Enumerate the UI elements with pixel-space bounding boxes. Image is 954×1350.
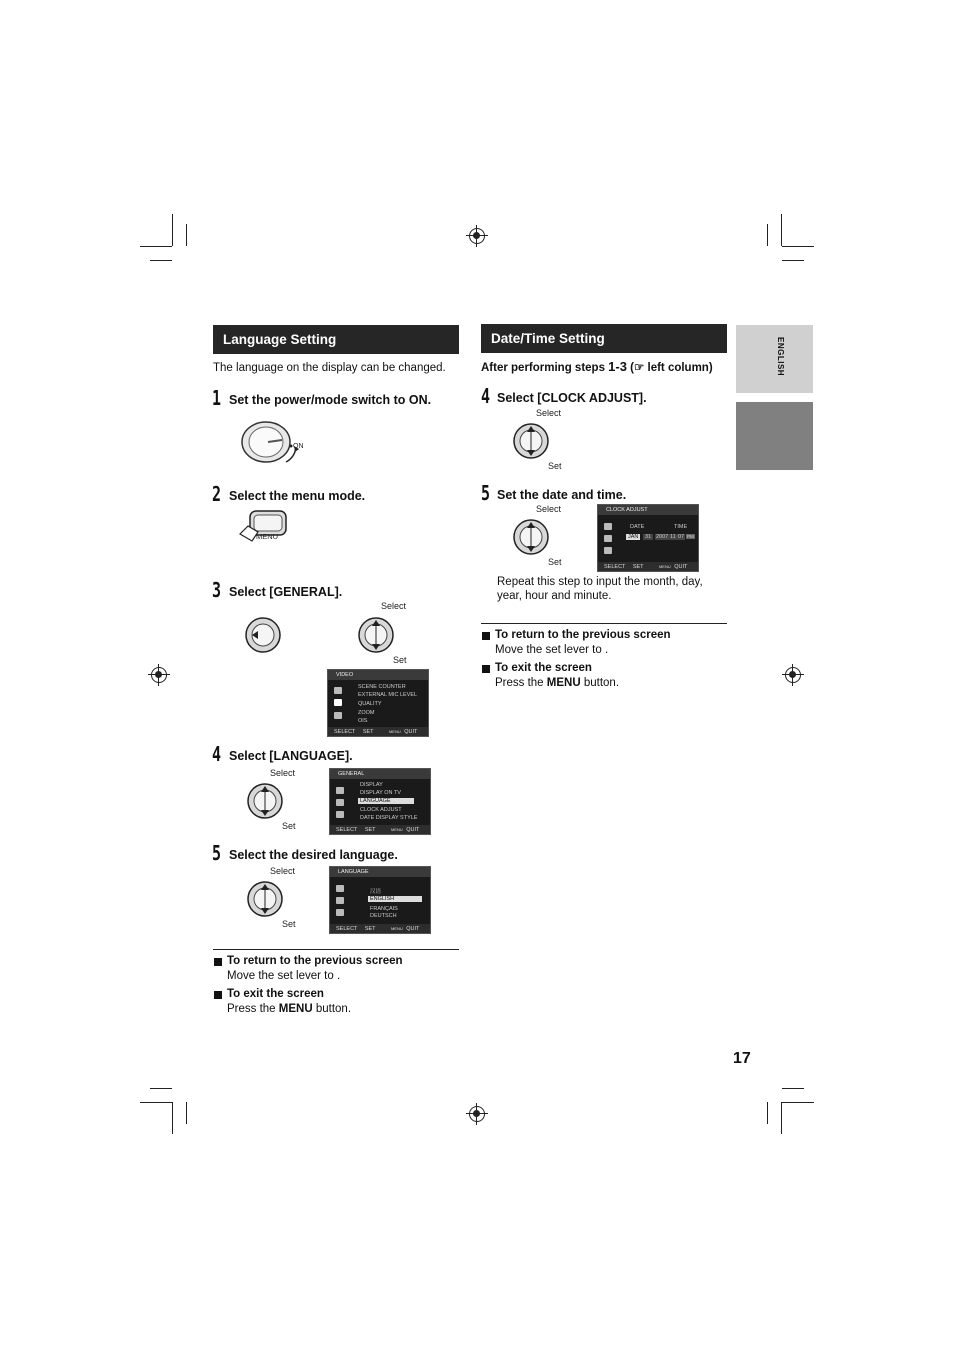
screen-footer	[328, 727, 428, 736]
ampm-field: PM	[687, 534, 694, 539]
footer-menu: MENU	[390, 827, 403, 832]
screen-header: CLOCK ADJUST	[598, 505, 698, 515]
menu-item: CLOCK ADJUST	[360, 807, 402, 813]
language-option: 汉语	[370, 889, 382, 895]
set-label: Set	[282, 821, 296, 831]
clock-adjust-screen	[597, 504, 699, 572]
crop-mark	[767, 1102, 768, 1124]
crop-mark	[782, 260, 804, 261]
select-label: Select	[536, 504, 562, 514]
crop-mark	[767, 224, 768, 246]
lever-updown-illustration	[357, 614, 397, 656]
footer-set: SET	[364, 827, 376, 833]
exit-title: To exit the screen	[495, 662, 592, 674]
exit-body-bold: MENU	[278, 1003, 313, 1015]
lever-updown-illustration	[512, 420, 552, 462]
camera-icon	[334, 687, 342, 694]
menu-item: QUALITY	[358, 701, 382, 707]
screen-footer	[330, 825, 430, 834]
screen-header: LANGUAGE	[330, 867, 430, 877]
crop-mark	[782, 246, 814, 247]
bullet-square-icon	[482, 665, 490, 673]
step-number: 3	[212, 578, 222, 602]
menu-label: MENU	[256, 532, 279, 541]
general-icon	[336, 909, 344, 916]
menu-item: EXTERNAL MIC LEVEL	[358, 692, 418, 698]
menu-item: DISPLAY ON TV	[360, 790, 401, 796]
date-label: DATE	[630, 524, 645, 530]
language-option-selected: ENGLISH	[368, 896, 422, 902]
screen-header: VIDEO	[328, 670, 428, 680]
menu-item-selected: LANGUAGE	[358, 798, 414, 804]
step-title: Set the power/mode switch to ON.	[229, 393, 432, 407]
footer-menu: MENU	[658, 564, 671, 569]
camera-icon	[336, 885, 344, 892]
registration-mark-icon	[469, 1106, 485, 1122]
menu-item: SCENE COUNTER	[358, 684, 406, 690]
general-icon	[336, 811, 344, 818]
repeat-text: Repeat this step to input the month, day, year, hour and minute.	[497, 576, 703, 602]
crop-mark	[781, 1102, 782, 1134]
step-title: Select [GENERAL].	[229, 585, 343, 599]
section-title-language: Language Setting	[213, 325, 459, 354]
return-title: To return to the previous screen	[227, 955, 403, 967]
side-tab-block	[736, 402, 813, 470]
footer-select: SELECT	[334, 729, 356, 735]
crop-mark	[781, 214, 782, 246]
general-icon	[334, 712, 342, 719]
menu-item: DATE DISPLAY STYLE	[360, 815, 418, 821]
footer-select: SELECT	[336, 926, 358, 932]
footer-menu: MENU	[388, 729, 401, 734]
step-number: 2	[212, 482, 222, 506]
footer-set: SET	[632, 564, 644, 570]
intro-text: The language on the display can be changed.	[213, 362, 446, 374]
return-body: Move the set lever to .	[227, 970, 341, 982]
exit-body	[227, 1002, 351, 1016]
footer-set: SET	[362, 729, 374, 735]
step-number: 1	[212, 386, 222, 410]
set-label: Set	[282, 919, 296, 929]
exit-title: To exit the screen	[227, 988, 324, 1000]
select-label: Select	[270, 768, 296, 778]
exit-body-pre: Press the	[495, 677, 547, 689]
hour-field: 11	[670, 534, 676, 540]
footer-select: SELECT	[604, 564, 626, 570]
crop-mark	[186, 224, 187, 246]
exit-body-post: button.	[580, 677, 620, 689]
video-icon	[334, 699, 342, 706]
language-menu-screen	[329, 866, 431, 934]
set-label: Set	[548, 461, 562, 471]
bullet-square-icon	[214, 991, 222, 999]
video-icon	[336, 799, 344, 806]
general-icon	[604, 547, 612, 554]
lever-left-illustration	[244, 616, 282, 654]
screen-footer	[598, 562, 698, 571]
step-title: Select the desired language.	[229, 848, 398, 862]
menu-item: ZOOM	[358, 710, 375, 716]
screen-footer	[330, 924, 430, 933]
footer-quit: QUIT	[674, 564, 688, 570]
page-number: 17	[733, 1050, 751, 1067]
year-field: 2007	[656, 534, 669, 540]
camera-icon	[604, 523, 612, 530]
video-menu-screen	[327, 669, 429, 737]
camera-icon	[336, 787, 344, 794]
return-title: To return to the previous screen	[495, 629, 671, 641]
footer-quit: QUIT	[404, 729, 418, 735]
set-label: Set	[393, 655, 407, 665]
crop-mark	[172, 1102, 173, 1134]
footer-quit: QUIT	[406, 926, 420, 932]
crop-mark	[782, 1088, 804, 1089]
return-body: Move the set lever to .	[495, 644, 609, 656]
month-field: JAN	[628, 534, 639, 540]
footer-quit: QUIT	[406, 827, 420, 833]
exit-body-bold: MENU	[546, 677, 581, 689]
time-label: TIME	[674, 524, 688, 530]
step-title: Set the date and time.	[497, 488, 627, 502]
exit-body-pre: Press the	[227, 1003, 279, 1015]
step-title: Select [CLOCK ADJUST].	[497, 391, 647, 405]
step-number: 5	[481, 481, 491, 505]
set-label: Set	[548, 557, 562, 567]
language-option: DEUTSCH	[370, 913, 397, 919]
crop-mark	[186, 1102, 187, 1124]
day-field: 31	[645, 534, 652, 540]
after-steps-post: (☞ left column)	[626, 362, 713, 374]
registration-mark-icon	[151, 667, 167, 683]
lever-updown-illustration	[512, 516, 552, 558]
exit-body	[495, 676, 619, 690]
video-icon	[336, 897, 344, 904]
side-tab-label: ENGLISH	[776, 337, 785, 377]
select-label: Select	[270, 866, 296, 876]
step-title: Select the menu mode.	[229, 489, 366, 503]
footer-select: SELECT	[336, 827, 358, 833]
step-title: Select [LANGUAGE].	[229, 749, 353, 763]
crop-mark	[140, 246, 172, 247]
exit-body-post: button.	[312, 1003, 352, 1015]
language-option: FRANÇAIS	[370, 906, 398, 912]
menu-item: DISPLAY	[360, 782, 383, 788]
footer-menu: MENU	[390, 926, 403, 931]
lever-updown-illustration	[246, 780, 286, 822]
menu-item: OIS	[358, 718, 368, 724]
lever-updown-illustration	[246, 878, 286, 920]
after-steps-pre: After performing steps	[481, 362, 609, 374]
bullet-square-icon	[214, 958, 222, 966]
minute-field: 07	[678, 534, 685, 540]
step-number: 5	[212, 841, 222, 865]
side-tab-english	[736, 325, 813, 393]
divider	[213, 949, 459, 950]
footer-set: SET	[364, 926, 376, 932]
after-steps-range: 1-3	[608, 359, 627, 374]
on-label: ON	[293, 443, 304, 450]
crop-mark	[140, 1102, 172, 1103]
general-menu-screen	[329, 768, 431, 835]
section-title-datetime: Date/Time Setting	[481, 324, 727, 353]
divider	[481, 623, 727, 624]
video-icon	[604, 535, 612, 542]
select-label: Select	[381, 601, 407, 611]
registration-mark-icon	[469, 228, 485, 244]
registration-mark-icon	[785, 667, 801, 683]
crop-mark	[150, 1088, 172, 1089]
crop-mark	[782, 1102, 814, 1103]
screen-header: GENERAL	[330, 769, 430, 779]
select-label: Select	[536, 408, 562, 418]
bullet-square-icon	[482, 632, 490, 640]
step-number: 4	[481, 384, 491, 408]
crop-mark	[150, 260, 172, 261]
step-number: 4	[212, 742, 222, 766]
after-steps-note	[481, 359, 713, 374]
crop-mark	[172, 214, 173, 246]
